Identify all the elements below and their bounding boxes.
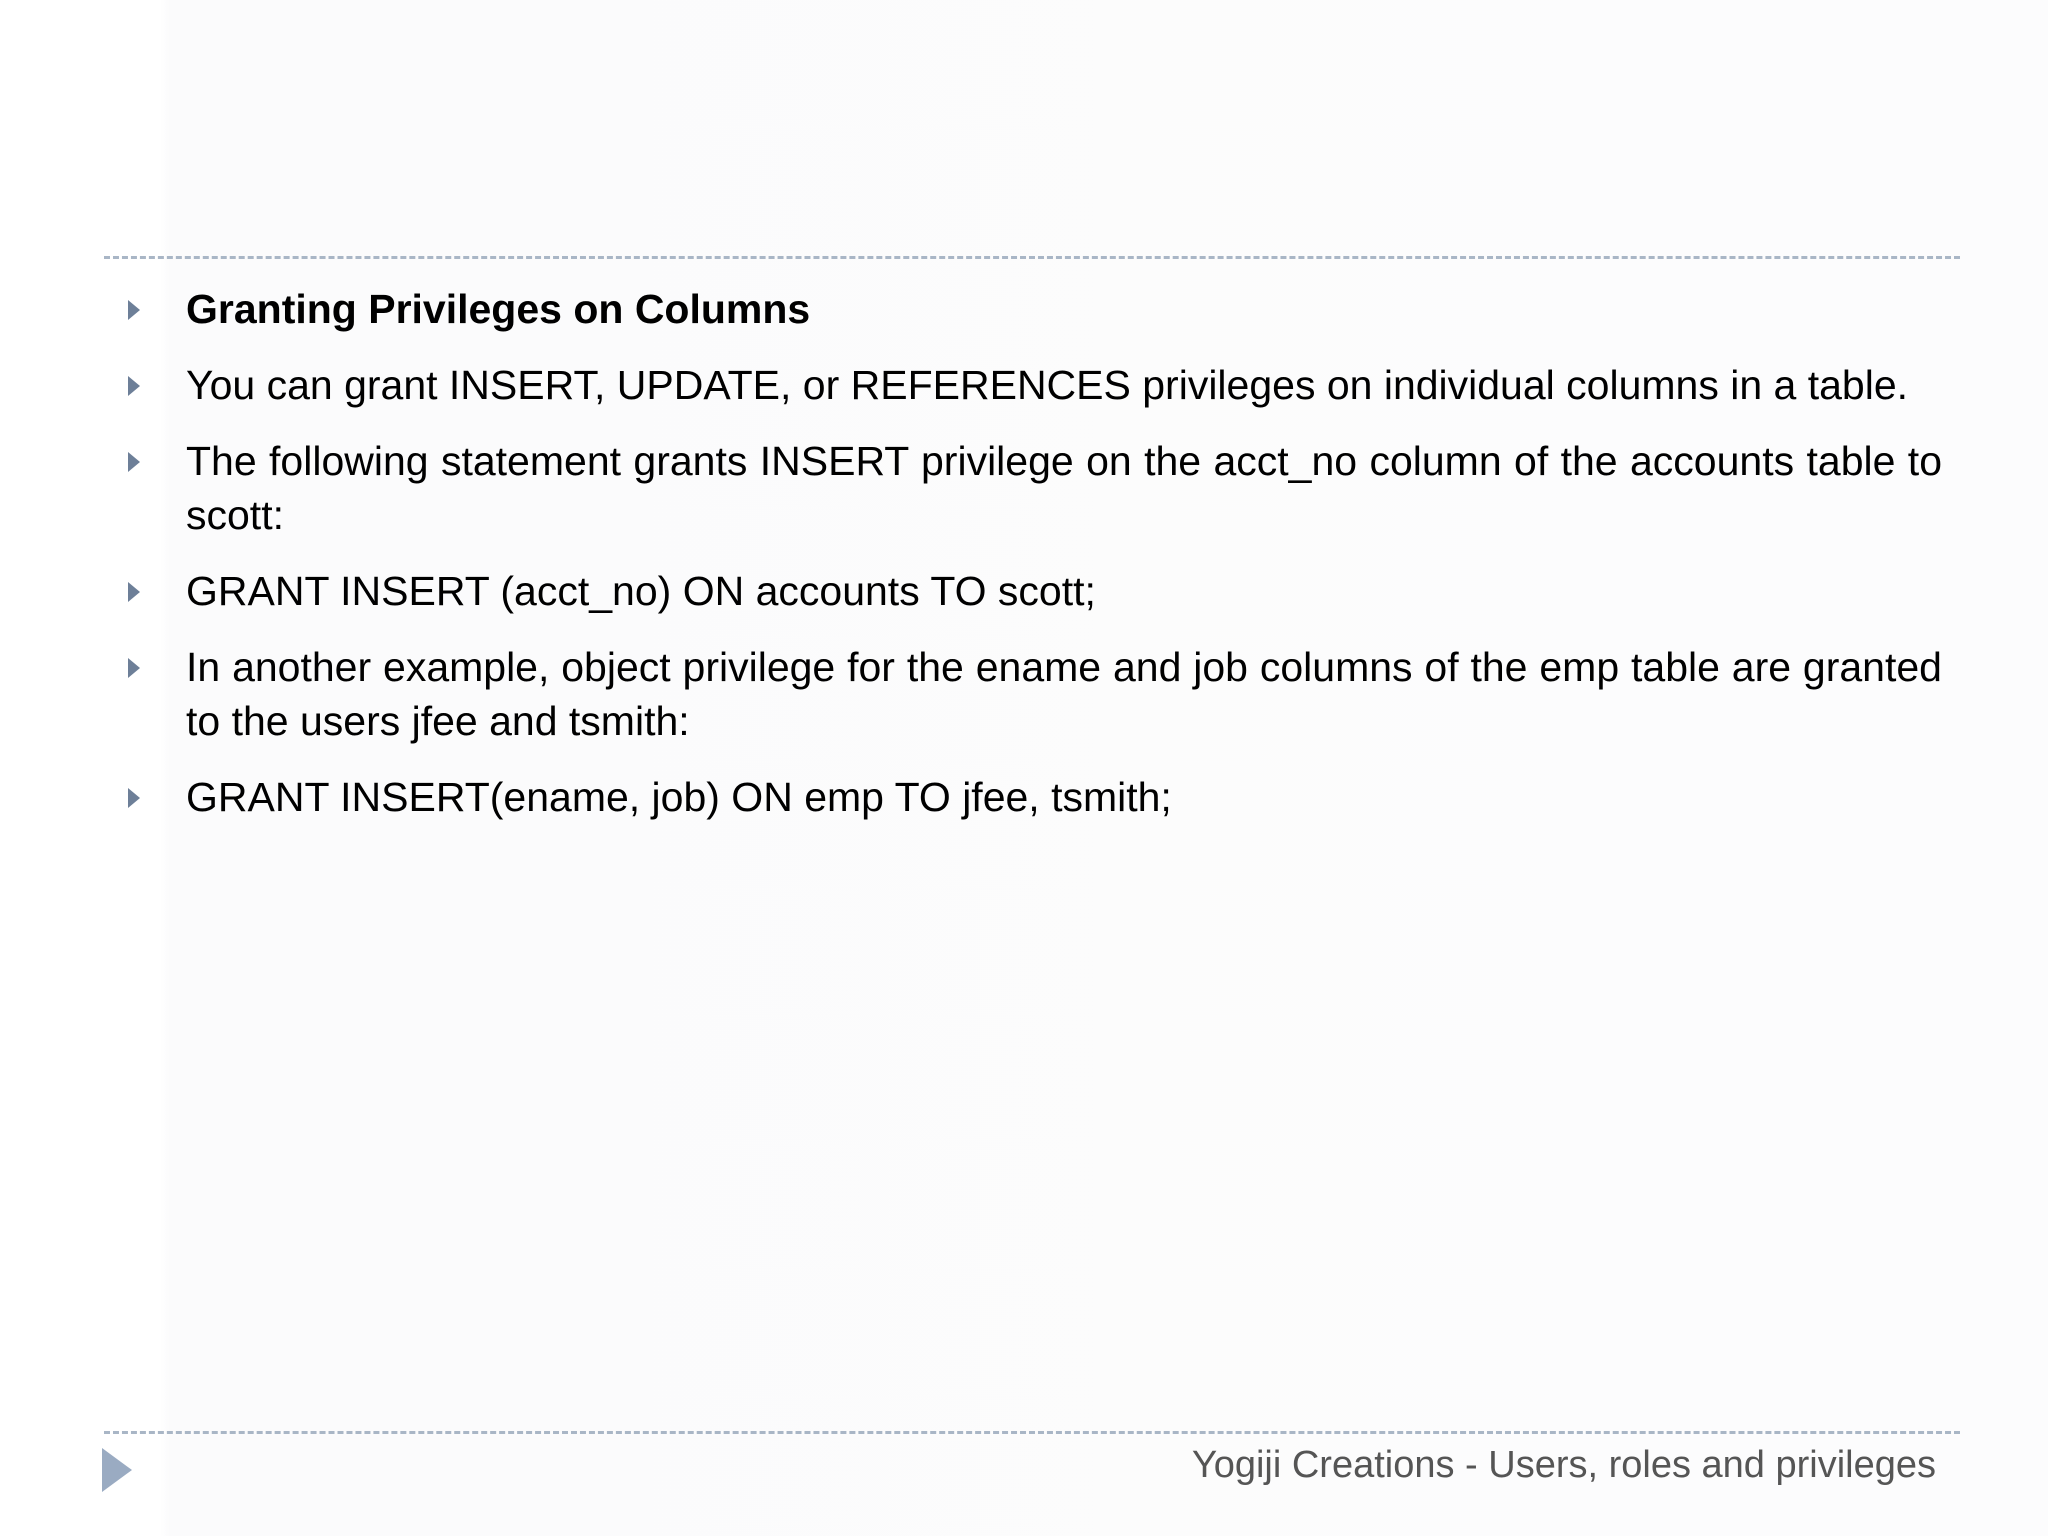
- bullet-triangle-icon: [128, 788, 140, 808]
- bullet-triangle-icon: [128, 376, 140, 396]
- bullet-item: [118, 770, 1942, 824]
- bullet-text: GRANT INSERT (acct_no) ON accounts TO scott;: [186, 568, 1096, 614]
- bullet-text: The following statement grants INSERT privilege on the acct_no column of the accounts table to scott:: [186, 438, 1942, 538]
- bullet-text: Granting Privileges on Columns: [186, 286, 811, 332]
- bullet-text: In another example, object privilege for the ename and job columns of the emp table are granted to the users jfee and tsmith:: [186, 644, 1942, 744]
- footer-text: Yogiji Creations - Users, roles and privileges: [1191, 1444, 1936, 1486]
- top-divider: [104, 256, 1960, 259]
- bullet-triangle-icon: [128, 658, 140, 678]
- bullet-triangle-icon: [128, 300, 140, 320]
- footer-triangle-icon: [102, 1448, 132, 1492]
- bullet-item: [118, 640, 1942, 748]
- slide-content: [118, 282, 1942, 846]
- bullet-item: [118, 564, 1942, 618]
- bullet-item: [118, 282, 1942, 336]
- bottom-divider: [104, 1431, 1960, 1434]
- bullet-triangle-icon: [128, 582, 140, 602]
- bullet-text: GRANT INSERT(ename, job) ON emp TO jfee, tsmith;: [186, 774, 1172, 820]
- bullet-triangle-icon: [128, 452, 140, 472]
- bullet-item: [118, 434, 1942, 542]
- bullet-text: You can grant INSERT, UPDATE, or REFERENCES privileges on individual columns in a table.: [186, 362, 1909, 408]
- bullet-item: [118, 358, 1942, 412]
